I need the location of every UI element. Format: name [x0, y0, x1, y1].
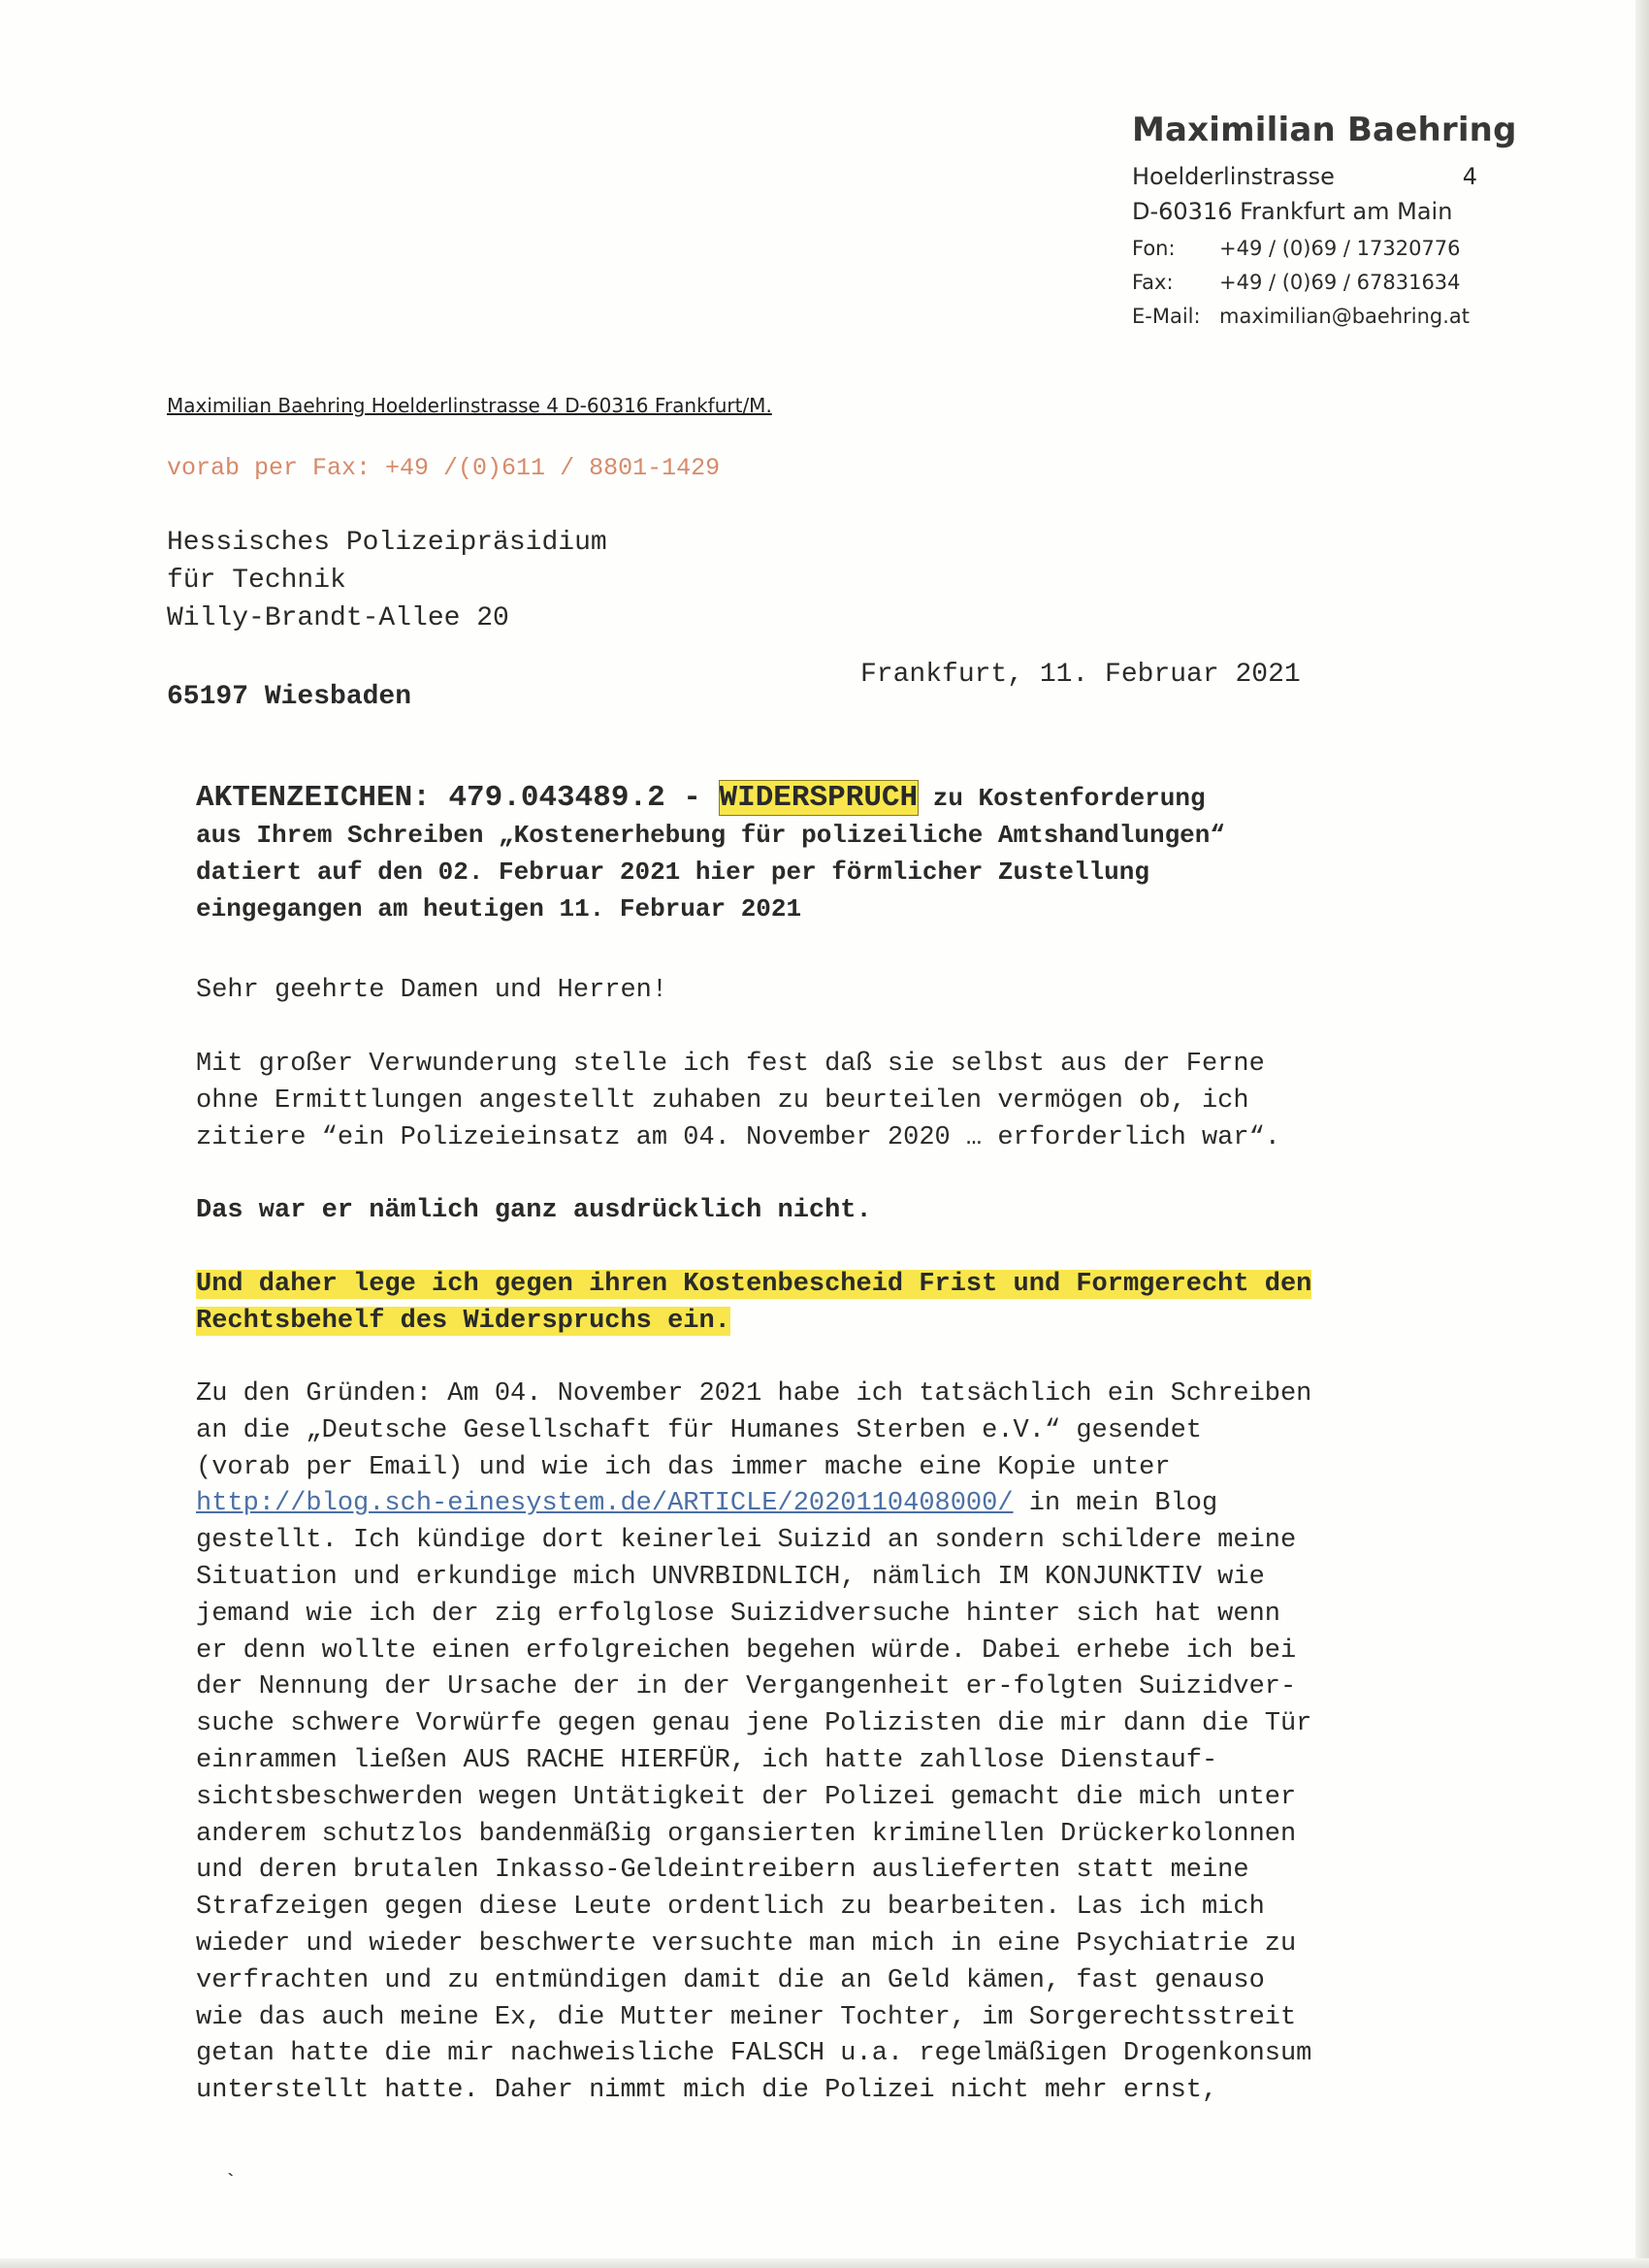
subject-line: aus Ihrem Schreiben „Kostenerhebung für polizeiliche Amtshandlungen“: [196, 821, 1225, 850]
paragraph-2: Das war er nämlich ganz ausdrücklich nicht.: [196, 1196, 872, 1225]
recipient-line: Willy-Brandt-Allee 20: [167, 603, 509, 633]
scan-edge-bottom: [0, 2258, 1649, 2268]
text-line: gestellt. Ich kündige dort keinerlei Suizid an sondern schildere meine: [196, 1526, 1297, 1556]
fax-notice: vorab per Fax: +49 /(0)611 / 8801-1429: [167, 454, 721, 482]
text-line: zitiere “ein Polizeieinsatz am 04. November 2020 … erforderlich war“.: [196, 1122, 1280, 1152]
text-line: unterstellt hatte. Daher nimmt mich die Polizei nicht mehr ernst,: [196, 2076, 1218, 2106]
text-line: wie das auch meine Ex, die Mutter meiner Tochter, im Sorgerechtsstreit: [196, 2002, 1297, 2032]
text-line: er denn wollte einen erfolgreichen begehen würde. Dabei erhebe ich bei: [196, 1636, 1297, 1666]
letterhead-email: [1132, 305, 1470, 328]
subject-line: eingegangen am heutigen 11. Februar 2021: [196, 894, 802, 923]
stray-mark: `: [224, 2171, 238, 2195]
subject-widerspruch: WIDERSPRUCH: [719, 781, 919, 815]
text-line: Zu den Gründen: Am 04. November 2021 habe ich tatsächlich ein Schreiben: [196, 1379, 1312, 1409]
text-line: und deren brutalen Inkasso-Geldeintreibern auslieferten statt meine: [196, 1856, 1249, 1886]
letterhead-street-number: 4: [1462, 163, 1477, 190]
text-line: getan hatte die mir nachweisliche FALSCH u.a. regelmäßigen Drogenkonsum: [196, 2039, 1312, 2069]
blog-link[interactable]: http://blog.sch-einesystem.de/ARTICLE/2020110408000/: [196, 1489, 1014, 1519]
paragraph-1: [196, 1047, 1457, 1156]
email-value: maximilian@baehring.at: [1219, 305, 1471, 328]
paragraph-4: [196, 1377, 1457, 2110]
text-line: wieder und wieder beschwerte versuchte man mich in eine Psychiatrie zu: [196, 1928, 1297, 1959]
letterhead-name: Maximilian Baehring: [1132, 111, 1517, 149]
highlight: Rechtsbehelf des Widerspruchs ein.: [196, 1306, 730, 1336]
text-line: jemand wie ich der zig erfolglose Suizidversuche hinter sich hat wenn: [196, 1599, 1280, 1629]
recipient-line: für Technik: [167, 566, 346, 596]
text-line: (vorab per Email) und wie ich das immer mache eine Kopie unter: [196, 1452, 1171, 1482]
subject-block: [196, 780, 1457, 927]
text-line: [196, 1486, 1457, 1523]
text-line: [196, 1304, 1457, 1341]
fax-value: +49 / (0)69 / 67831634: [1219, 271, 1461, 294]
text-line: Situation und erkundige mich UNVRBIDNLICH, nämlich IM KONJUNKTIV wie: [196, 1562, 1265, 1592]
text-line: verfrachten und zu entmündigen damit die an Geld kämen, fast genauso: [196, 1965, 1265, 1995]
recipient-city: 65197 Wiesbaden: [167, 682, 412, 712]
text-line: suche schwere Vorwürfe gegen genau jene Polizisten die mir dann die Tür: [196, 1709, 1312, 1739]
letterhead-city: D-60316 Frankfurt am Main: [1132, 198, 1453, 225]
text-line: ohne Ermittlungen angestellt zuhaben zu beurteilen vermögen ob, ich: [196, 1085, 1249, 1116]
sender-return-line: Maximilian Baehring Hoelderlinstrasse 4 D-60316 Frankfurt/M.: [167, 394, 772, 417]
paragraph-3-highlighted: [196, 1267, 1457, 1341]
text-line: anderem schutzlos bandenmäßig organsierten kriminellen Drückerkolonnen: [196, 1819, 1297, 1849]
email-label: E-Mail:: [1132, 305, 1201, 328]
subject-line: [196, 780, 1457, 817]
subject-az: AKTENZEICHEN: 479.043489.2 -: [196, 781, 720, 815]
text-line: sichtsbeschwerden wegen Untätigkeit der Polizei gemacht die mich unter: [196, 1782, 1297, 1812]
fon-label: Fon:: [1132, 237, 1176, 260]
fax-label: Fax:: [1132, 271, 1174, 294]
text-line: Mit großer Verwunderung stelle ich fest daß sie selbst aus der Ferne: [196, 1050, 1265, 1079]
highlight: Und daher lege ich gegen ihren Kostenbescheid Frist und Formgerecht den: [196, 1270, 1312, 1299]
letterhead-street-name: Hoelderlinstrasse: [1132, 163, 1335, 190]
scan-edge-right: [1635, 0, 1649, 2268]
letter-date: Frankfurt, 11. Februar 2021: [860, 660, 1301, 690]
greeting: Sehr geehrte Damen und Herren!: [196, 976, 668, 1005]
letterhead-fon: [1132, 237, 1461, 260]
fon-value: +49 / (0)69 / 17320776: [1219, 237, 1461, 260]
line-rest: in mein Blog: [1013, 1489, 1218, 1519]
subject-line1-rest: zu Kostenforderung: [918, 784, 1206, 813]
recipient-line: Hessisches Polizeipräsidium: [167, 528, 607, 558]
text-line: einrammen ließen AUS RACHE HIERFÜR, ich hatte zahllose Dienstauf-: [196, 1745, 1218, 1775]
text-line: Strafzeigen gegen diese Leute ordentlich zu bearbeiten. Las ich mich: [196, 1893, 1265, 1923]
text-line: der Nennung der Ursache der in der Vergangenheit er-folgten Suizidver-: [196, 1672, 1297, 1702]
letterhead-street: [1132, 163, 1477, 190]
text-line: [196, 1267, 1457, 1304]
subject-line: datiert auf den 02. Februar 2021 hier per förmlicher Zustellung: [196, 858, 1149, 887]
recipient-address: [167, 524, 607, 637]
letterhead-fax: [1132, 271, 1461, 294]
text-line: an die „Deutsche Gesellschaft für Humanes Sterben e.V.“ gesendet: [196, 1415, 1202, 1445]
